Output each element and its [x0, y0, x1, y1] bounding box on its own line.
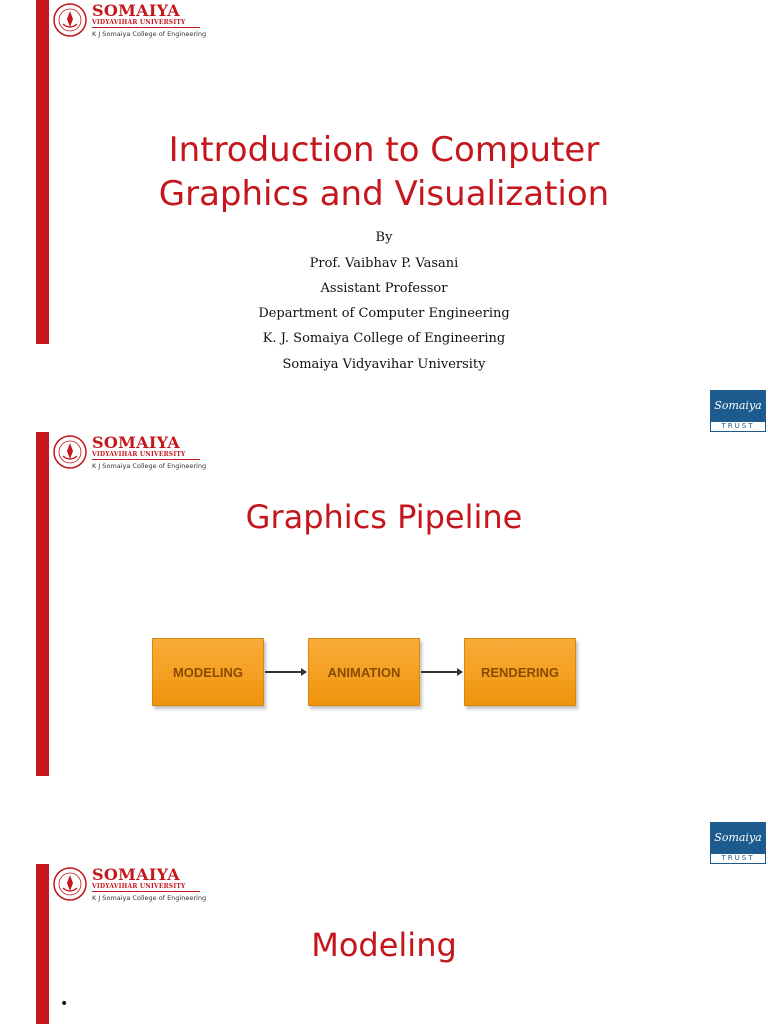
university-seal-icon	[52, 866, 88, 902]
author-name: Prof. Vaibhav P. Vasani	[309, 256, 459, 271]
logo-divider	[92, 459, 200, 460]
arrow-right-icon	[421, 671, 461, 673]
logo-college: K J Somaiya College of Engineering	[92, 30, 207, 38]
bullet-point: •	[60, 996, 69, 1012]
trust-script: Somaiya	[710, 390, 766, 422]
author-university: Somaiya Vidyavihar University	[282, 357, 486, 372]
trust-label: TRUST	[710, 854, 766, 864]
byline-by: By	[375, 230, 393, 245]
somaiya-logo	[52, 866, 222, 906]
somaiya-trust-badge	[710, 390, 766, 432]
logo-college: K J Somaiya College of Engineering	[92, 462, 207, 470]
trust-script: Somaiya	[710, 822, 766, 854]
somaiya-trust-badge	[710, 822, 766, 864]
slide-graphics-pipeline	[0, 432, 768, 864]
logo-divider	[92, 27, 200, 28]
title-line-2: Graphics and Visualization	[158, 174, 610, 214]
logo-name: SOMAIYA	[92, 433, 181, 452]
slide-title	[0, 0, 768, 432]
logo-subtitle: VIDYAVIHAR UNIVERSITY	[92, 883, 186, 890]
pipeline-step-animation: ANIMATION	[308, 638, 420, 706]
university-seal-icon	[52, 434, 88, 470]
title-line-1: Introduction to Computer	[168, 130, 600, 170]
pipeline-step-rendering: RENDERING	[464, 638, 576, 706]
red-accent-bar	[36, 432, 49, 776]
author-position: Assistant Professor	[320, 281, 448, 296]
somaiya-logo	[52, 2, 222, 42]
logo-name: SOMAIYA	[92, 1, 181, 20]
university-seal-icon	[52, 2, 88, 38]
author-college: K. J. Somaiya College of Engineering	[262, 331, 506, 346]
somaiya-logo	[52, 434, 222, 474]
slide-heading: Graphics Pipeline	[245, 498, 523, 536]
logo-subtitle: VIDYAVIHAR UNIVERSITY	[92, 451, 186, 458]
arrow-right-icon	[265, 671, 305, 673]
slide-heading: Modeling	[311, 926, 457, 964]
presentation-title	[0, 128, 768, 216]
author-department: Department of Computer Engineering	[258, 306, 510, 321]
logo-divider	[92, 891, 200, 892]
trust-label: TRUST	[710, 422, 766, 432]
logo-subtitle: VIDYAVIHAR UNIVERSITY	[92, 19, 186, 26]
slide-modeling	[0, 864, 768, 1024]
logo-college: K J Somaiya College of Engineering	[92, 894, 207, 902]
logo-name: SOMAIYA	[92, 865, 181, 884]
pipeline-step-modeling: MODELING	[152, 638, 264, 706]
